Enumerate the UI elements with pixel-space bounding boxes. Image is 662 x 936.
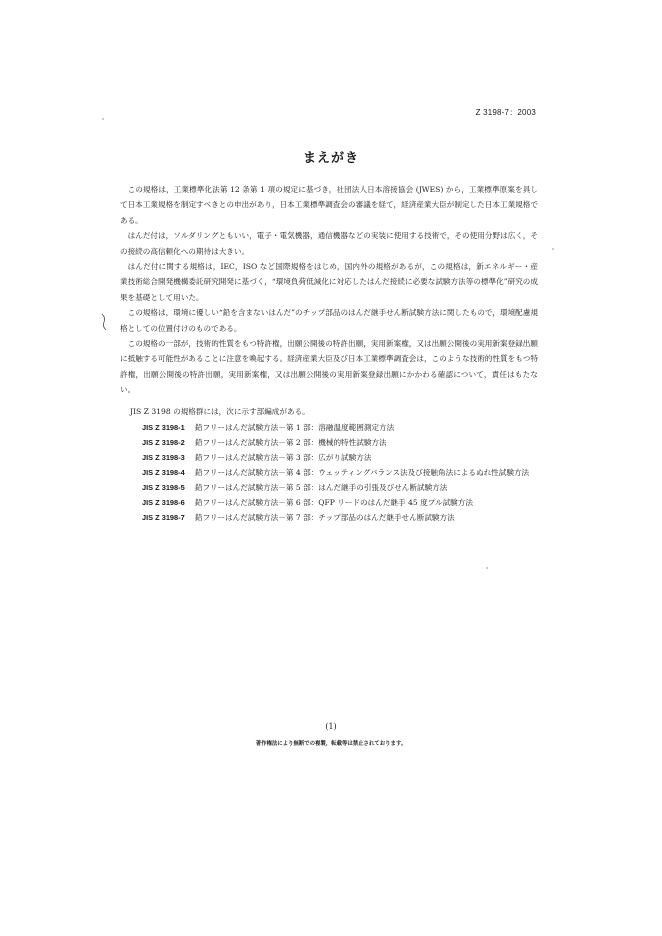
page-number: (1) <box>325 722 337 731</box>
part-title: 鉛フリーはんだ試験方法－第 4 部：ウェッティングバランス法及び接触角法によるぬれ性試験方法 <box>195 468 530 477</box>
part-code: JIS Z 3198-5 <box>142 483 185 492</box>
parts-list <box>130 405 540 526</box>
foreword-body <box>120 182 538 398</box>
scan-speck <box>486 567 488 569</box>
part-item-1 <box>130 421 540 435</box>
part-title: 鉛フリーはんだ試験方法－第 2 部：機械的特性試験方法 <box>195 438 387 447</box>
paragraph-soldering-overview: はんだ付は，ソルダリングともいい，電子・電気機器，通信機器などの実装に使用する技術で，その使用分野は広く，その接続の高信頼化への期待は大きい。 <box>120 231 538 256</box>
part-code: JIS Z 3198-7 <box>142 513 185 522</box>
part-code: JIS Z 3198-2 <box>142 438 185 447</box>
part-code: JIS Z 3198-3 <box>142 453 185 462</box>
paragraph-standard-establishment: この規格は，工業標準化法第 12 条第 1 項の規定に基づき，社団法人日本溶接協会 (JWES) から，工業標準原案を具して日本工業規格を制定すべきとの申出があり，日本工業標準調査会の審議を経て，経済産業大臣が制定した日本工業規格である。 <box>120 185 538 225</box>
part-item-2 <box>130 436 540 450</box>
page-title: まえがき <box>302 151 359 166</box>
paragraph-patent-notice: この規格の一部が，技術的性質をもつ特許権，出願公開後の特許出願，実用新案権，又は出願公開後の実用新案登録出願に抵触する可能性があることに注意を喚起する。経済産業大臣及び日本工業標準調査会は，このような技術的性質をもつ特許権，出願公開後の特許出願，実用新案権，又は出願公開後の実用新案登録出願にかかわる確認について，責任はもたない。 <box>120 339 538 395</box>
parts-intro: JIS Z 3198 の規格群には，次に示す部編成がある。 <box>130 407 310 416</box>
part-code: JIS Z 3198-6 <box>142 498 185 507</box>
copyright-notice: 著作権法により無断での複製，転載等は禁止されております。 <box>255 741 407 747</box>
part-item-7 <box>130 511 540 525</box>
part-title: 鉛フリーはんだ試験方法－第 6 部：QFP リードのはんだ継手 45 度プル試験方法 <box>195 498 473 507</box>
paragraph-scope: この規格は，環境に優しい“鉛を含まないはんだ”のチップ部品のはんだ継手せん断試験方法に関したもので，環境配慮規格としての位置付けのものである。 <box>120 308 538 333</box>
document-id: Z 3198-7：2003 <box>475 108 536 117</box>
part-code: JIS Z 3198-1 <box>142 423 185 432</box>
part-title: 鉛フリーはんだ試験方法－第 5 部：はんだ継手の引張及びせん断試験方法 <box>195 483 448 492</box>
part-code: JIS Z 3198-4 <box>142 468 185 477</box>
part-item-3 <box>130 451 540 465</box>
part-title: 鉛フリーはんだ試験方法－第 7 部：チップ部品のはんだ継手せん断試験方法 <box>195 513 455 522</box>
margin-bracket-mark <box>100 312 108 332</box>
part-item-6 <box>130 496 540 510</box>
part-title: 鉛フリーはんだ試験方法－第 3 部：広がり試験方法 <box>195 453 372 462</box>
scan-speck <box>102 118 104 120</box>
part-title: 鉛フリーはんだ試験方法－第 1 部：溶融温度範囲測定方法 <box>195 423 395 432</box>
paragraph-related-standards: はんだ付に関する規格は，IEC，ISO など国際規格をはじめ，国内外の規格があるが，この規格は，新エネルギー・産業技術総合開発機構委託研究開発に基づく，“環境負荷低減化に対応したはんだ接続に必要な試験方法等の標準化”研究の成果を基礎として用いた。 <box>120 262 538 302</box>
scan-speck <box>552 248 554 250</box>
part-item-5 <box>130 481 540 495</box>
part-item-4 <box>130 466 540 480</box>
